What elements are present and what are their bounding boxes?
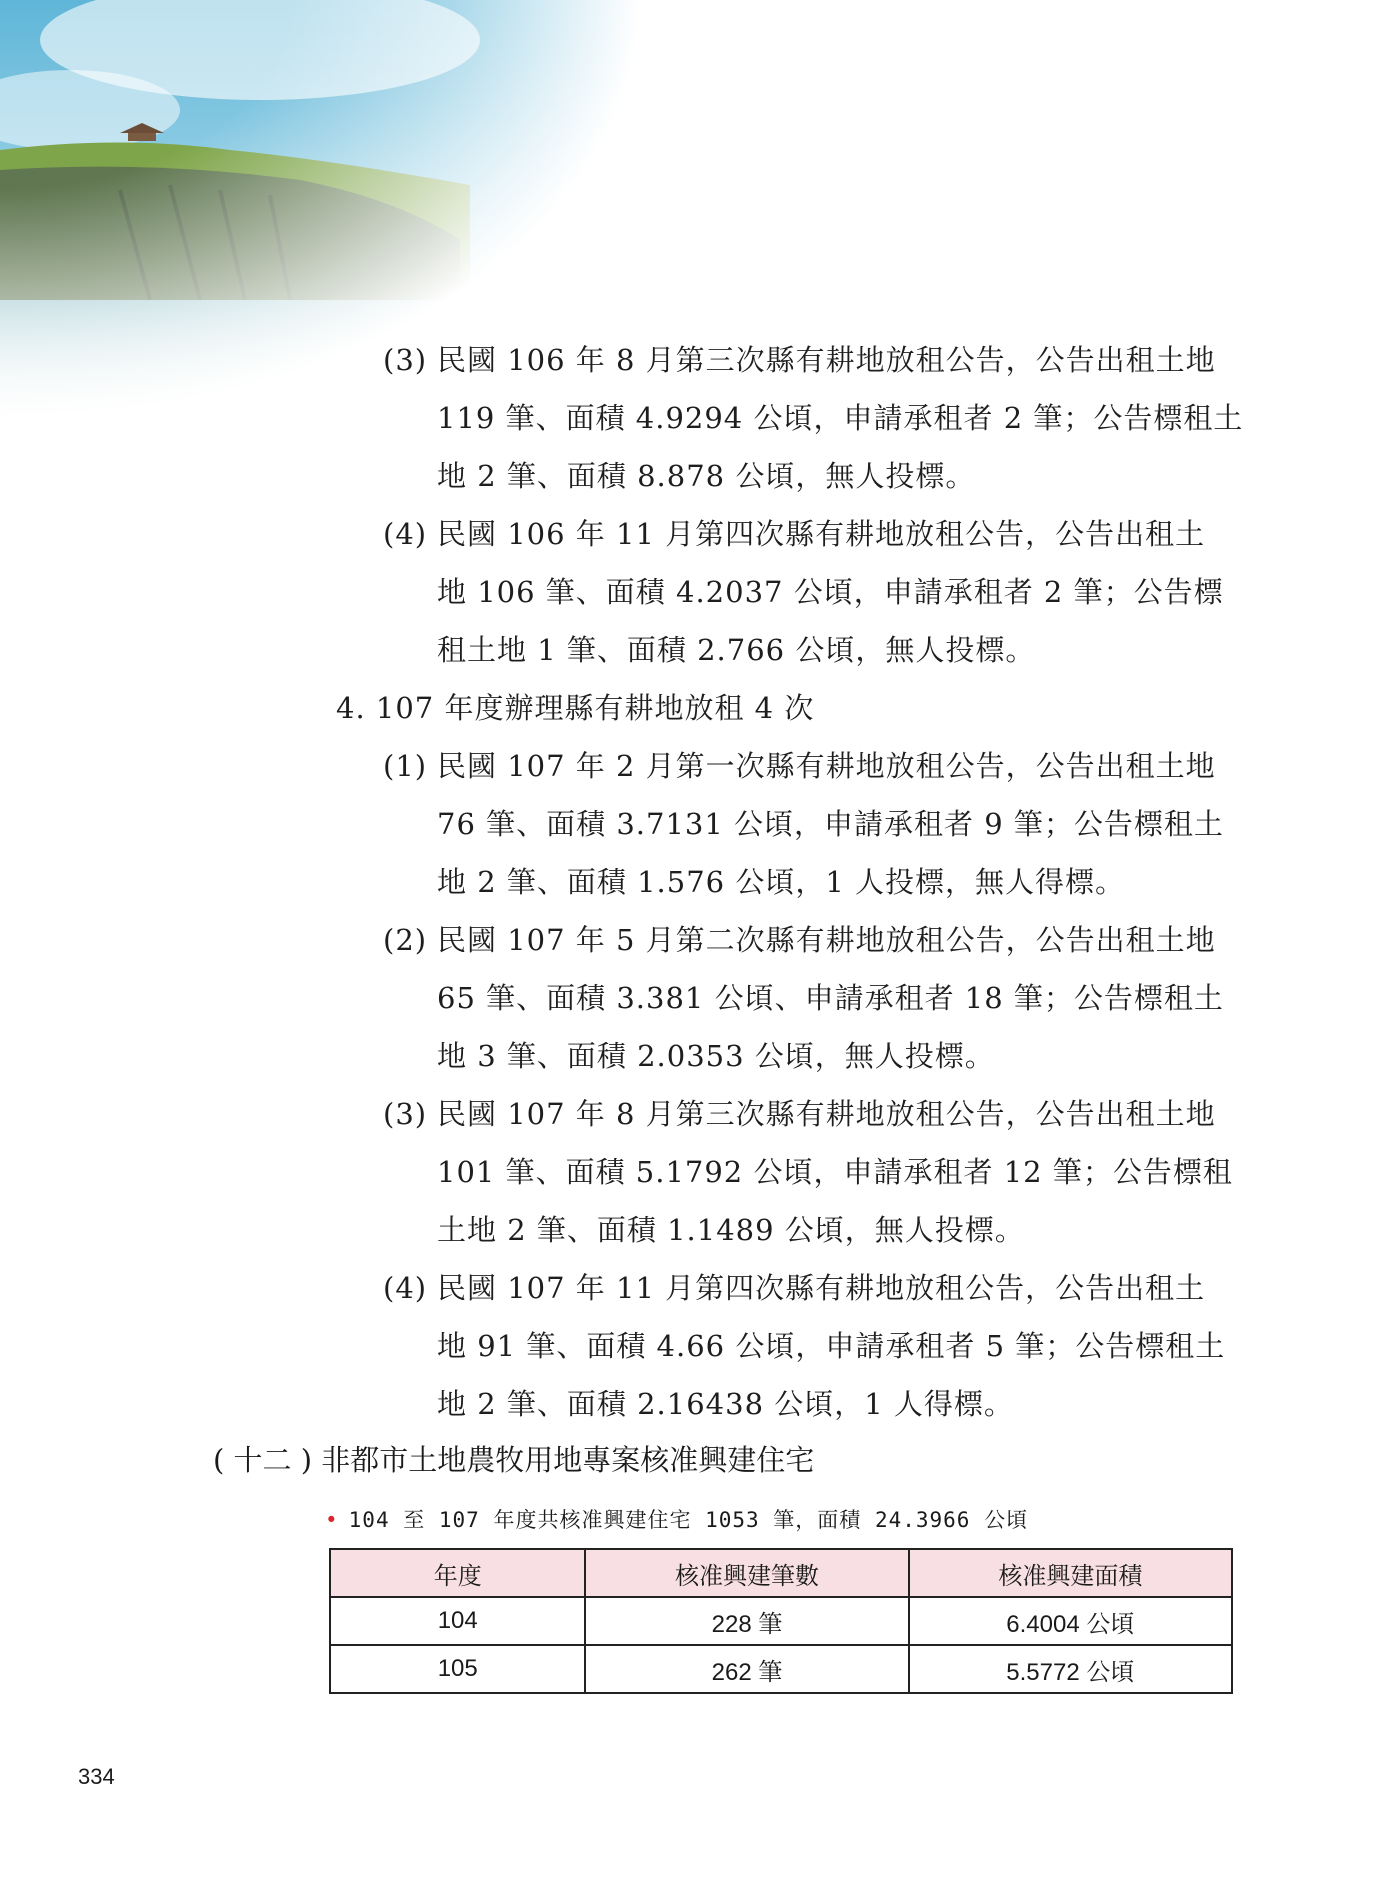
- table-cell: 228 筆: [585, 1597, 908, 1645]
- table-row: [330, 1597, 1232, 1645]
- item-number: (1): [383, 749, 428, 783]
- table-row: [330, 1645, 1232, 1693]
- table-cell: 104: [330, 1597, 585, 1645]
- item-line: 地 2 筆、面積 8.878 公頃，無人投標。: [437, 459, 976, 493]
- table-cell: 5.5772 公頃: [909, 1645, 1232, 1693]
- item-line: 民國 107 年 11 月第四次縣有耕地放租公告，公告出租土: [437, 1271, 1206, 1305]
- item-number: (4): [383, 517, 428, 551]
- table-header-row: [330, 1549, 1232, 1597]
- table-caption: [325, 1502, 1028, 1538]
- item-line: 民國 107 年 2 月第一次縣有耕地放租公告，公告出租土地: [437, 749, 1216, 783]
- item-number: (3): [383, 343, 428, 377]
- item-line: 地 106 筆、面積 4.2037 公頃，申請承租者 2 筆；公告標: [437, 575, 1224, 609]
- column-header: 年度: [330, 1549, 585, 1597]
- item-line: 地 2 筆、面積 2.16438 公頃，1 人得標。: [437, 1387, 1014, 1421]
- item-line: 65 筆、面積 3.381 公頃、申請承租者 18 筆；公告標租土: [437, 981, 1224, 1015]
- item-line: 民國 106 年 11 月第四次縣有耕地放租公告，公告出租土: [437, 517, 1206, 551]
- item-line: 民國 107 年 8 月第三次縣有耕地放租公告，公告出租土地: [437, 1097, 1216, 1131]
- item-number: (4): [383, 1271, 428, 1305]
- page-number: 334: [78, 1764, 115, 1789]
- item-line: 民國 106 年 8 月第三次縣有耕地放租公告，公告出租土地: [437, 343, 1216, 377]
- item-line: 地 91 筆、面積 4.66 公頃，申請承租者 5 筆；公告標租土: [437, 1329, 1226, 1363]
- item-number: (2): [383, 923, 428, 957]
- table-cell: 6.4004 公頃: [909, 1597, 1232, 1645]
- bullet-icon: •: [325, 1508, 339, 1532]
- caption-text: 104 至 107 年度共核准興建住宅 1053 筆，面積 24.3966 公頃: [348, 1508, 1029, 1532]
- item-line: 76 筆、面積 3.7131 公頃，申請承租者 9 筆；公告標租土: [437, 807, 1224, 841]
- heading-107: 4. 107 年度辦理縣有耕地放租 4 次: [336, 691, 815, 725]
- item-line: 土地 2 筆、面積 1.1489 公頃，無人投標。: [437, 1213, 1025, 1247]
- item-line: 民國 107 年 5 月第二次縣有耕地放租公告，公告出租土地: [437, 923, 1216, 957]
- item-number: (3): [383, 1097, 428, 1131]
- section-title: ( 十二 ) 非都市土地農牧用地專案核准興建住宅: [213, 1443, 815, 1477]
- column-header: 核准興建筆數: [585, 1549, 908, 1597]
- item-line: 租土地 1 筆、面積 2.766 公頃，無人投標。: [437, 633, 1036, 667]
- item-line: 101 筆、面積 5.1792 公頃，申請承租者 12 筆；公告標租: [437, 1155, 1233, 1189]
- item-line: 地 3 筆、面積 2.0353 公頃，無人投標。: [437, 1039, 995, 1073]
- column-header: 核准興建面積: [909, 1549, 1232, 1597]
- table-cell: 105: [330, 1645, 585, 1693]
- table-cell: 262 筆: [585, 1645, 908, 1693]
- item-line: 119 筆、面積 4.9294 公頃，申請承租者 2 筆；公告標租土: [437, 401, 1244, 435]
- housing-table: [329, 1548, 1233, 1694]
- item-line: 地 2 筆、面積 1.576 公頃，1 人投標，無人得標。: [437, 865, 1126, 899]
